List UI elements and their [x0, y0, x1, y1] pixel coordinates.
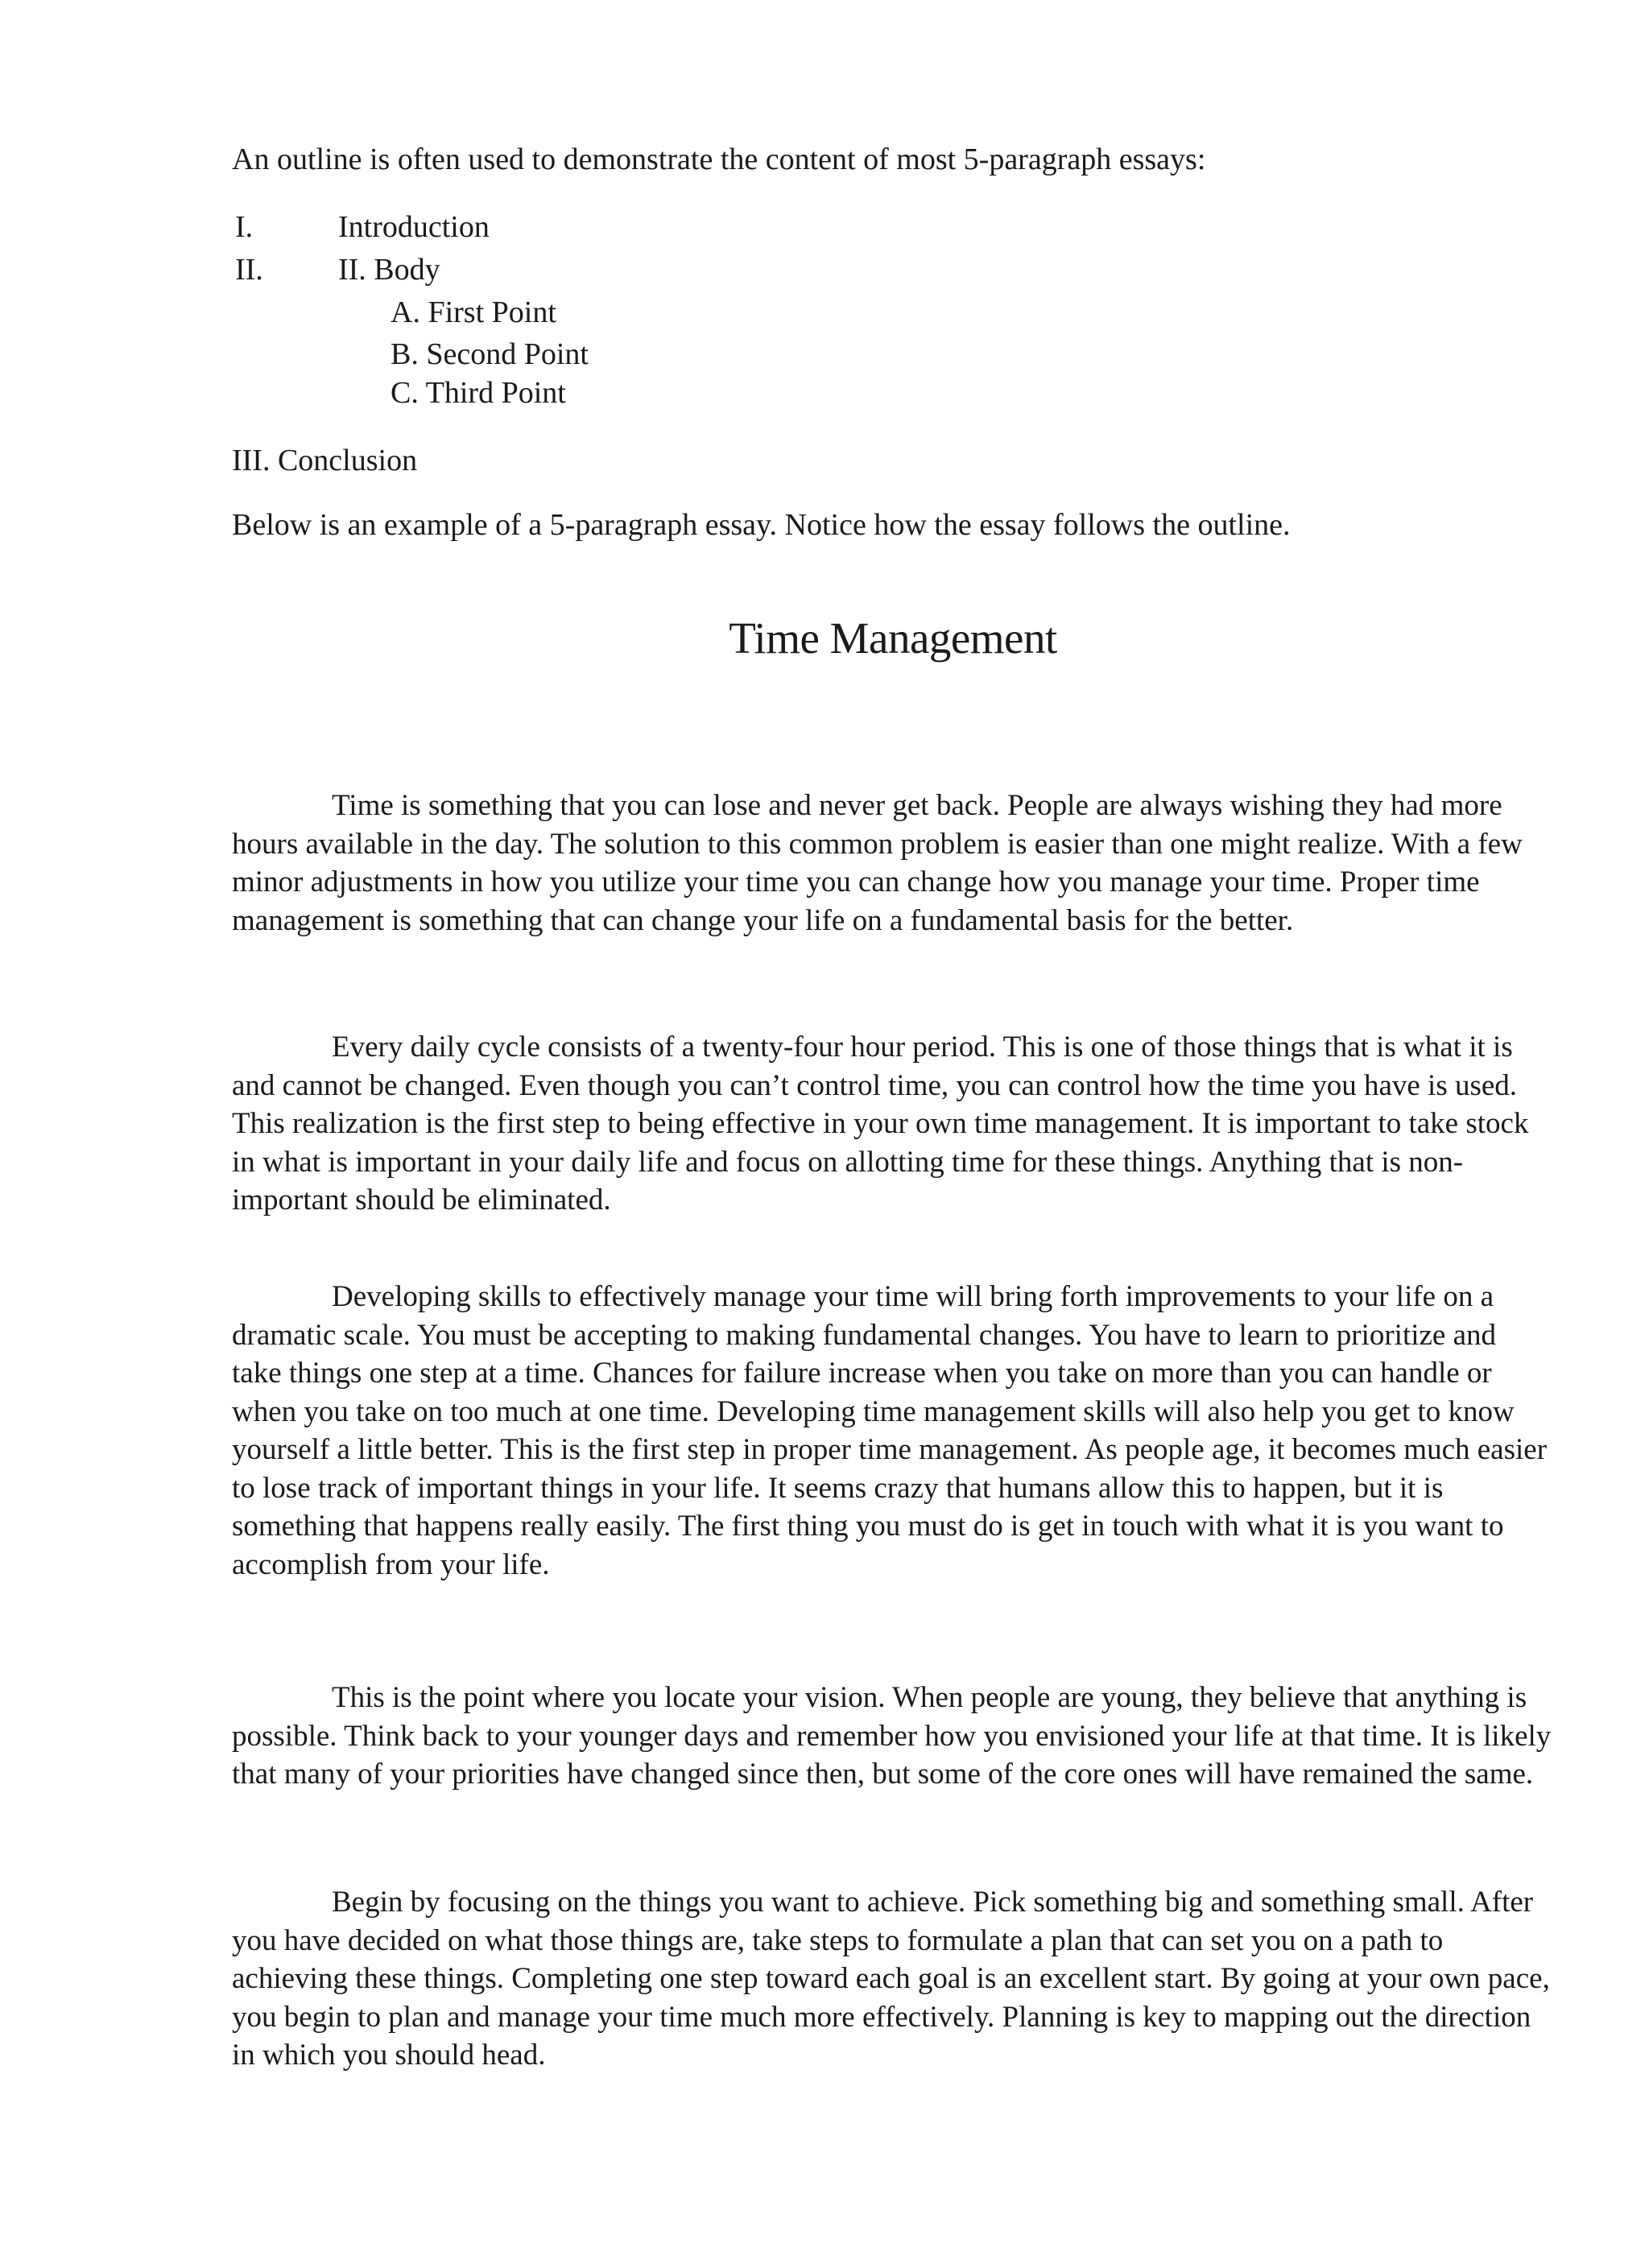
- essay-paragraph-4: This is the point where you locate your vision. When people are young, they believe that anything is possible. Think back to your younger days and remember how you envisioned your life at that time. It is likely that many of your priorities have changed since then, but some of the core ones will have remained the same.: [232, 1681, 1552, 1791]
- outline-item-introduction: [0, 208, 1649, 246]
- outline-intro-text: An outline is often used to demonstrate the content of most 5-paragraph essays:: [232, 143, 1206, 176]
- essay-title: Time Management: [729, 613, 1057, 663]
- example-note-text: Below is an example of a 5-paragraph essay. Notice how the essay follows the outline.: [232, 508, 1291, 542]
- outline-numeral: II.: [235, 253, 263, 287]
- outline-numeral: I.: [235, 210, 254, 244]
- essay-paragraph-3: Developing skills to effectively manage your time will bring forth improvements to your life on a dramatic scale. You must be accepting to making fundamental changes. You have to learn to prioritize and take things one step at a time. Chances for failure increase when you take on more than you can handle or when you take on too much at one time. Developing time management skills will also help you get to know yourself a little better. This is the first step in proper time management. As people age, it becomes much easier to lose track of important things in your life. It seems crazy that humans allow this to happen, but it is something that happens really easily. The first thing you must do is get in touch with what it is you want to accomplish from your life.: [232, 1280, 1548, 1581]
- outline-subpoint-third: C. Third Point: [391, 376, 566, 410]
- outline-item-conclusion: III. Conclusion: [232, 444, 418, 477]
- outline-label: II. Body: [338, 253, 440, 287]
- essay-paragraph-5: Begin by focusing on the things you want to achieve. Pick something big and something small. After you have decided on what those things are, take steps to formulate a plan that can set you on a path to achieving these things. Completing one step toward each goal is an excellent start. By going at your own pace, you begin to plan and manage your time much more effectively. Planning is key to mapping out the direction in which you should head.: [232, 1886, 1550, 2072]
- essay-paragraph-1: Time is something that you can lose and never get back. People are always wishing they had more hours available in the day. The solution to this common problem is easier than one might realize. With a few minor adjustments in how you utilize your time you can change how you manage your time. Proper time management is something that can change your life on a fundamental basis for the better.: [232, 789, 1523, 937]
- outline-item-body: [0, 250, 1649, 289]
- outline-subpoint-second: B. Second Point: [391, 337, 589, 371]
- outline-subpoint-first: A. First Point: [391, 295, 556, 329]
- essay-paragraph-2: Every daily cycle consists of a twenty-four hour period. This is one of those things that is what it is and cannot be changed. Even though you can’t control time, you can control how the time you have is used. This realization is the first step to being effective in your own time management. It is important to take stock in what is important in your daily life and focus on allotting time for these things. Anything that is non-important should be eliminated.: [232, 1031, 1529, 1217]
- outline-label: Introduction: [338, 210, 490, 244]
